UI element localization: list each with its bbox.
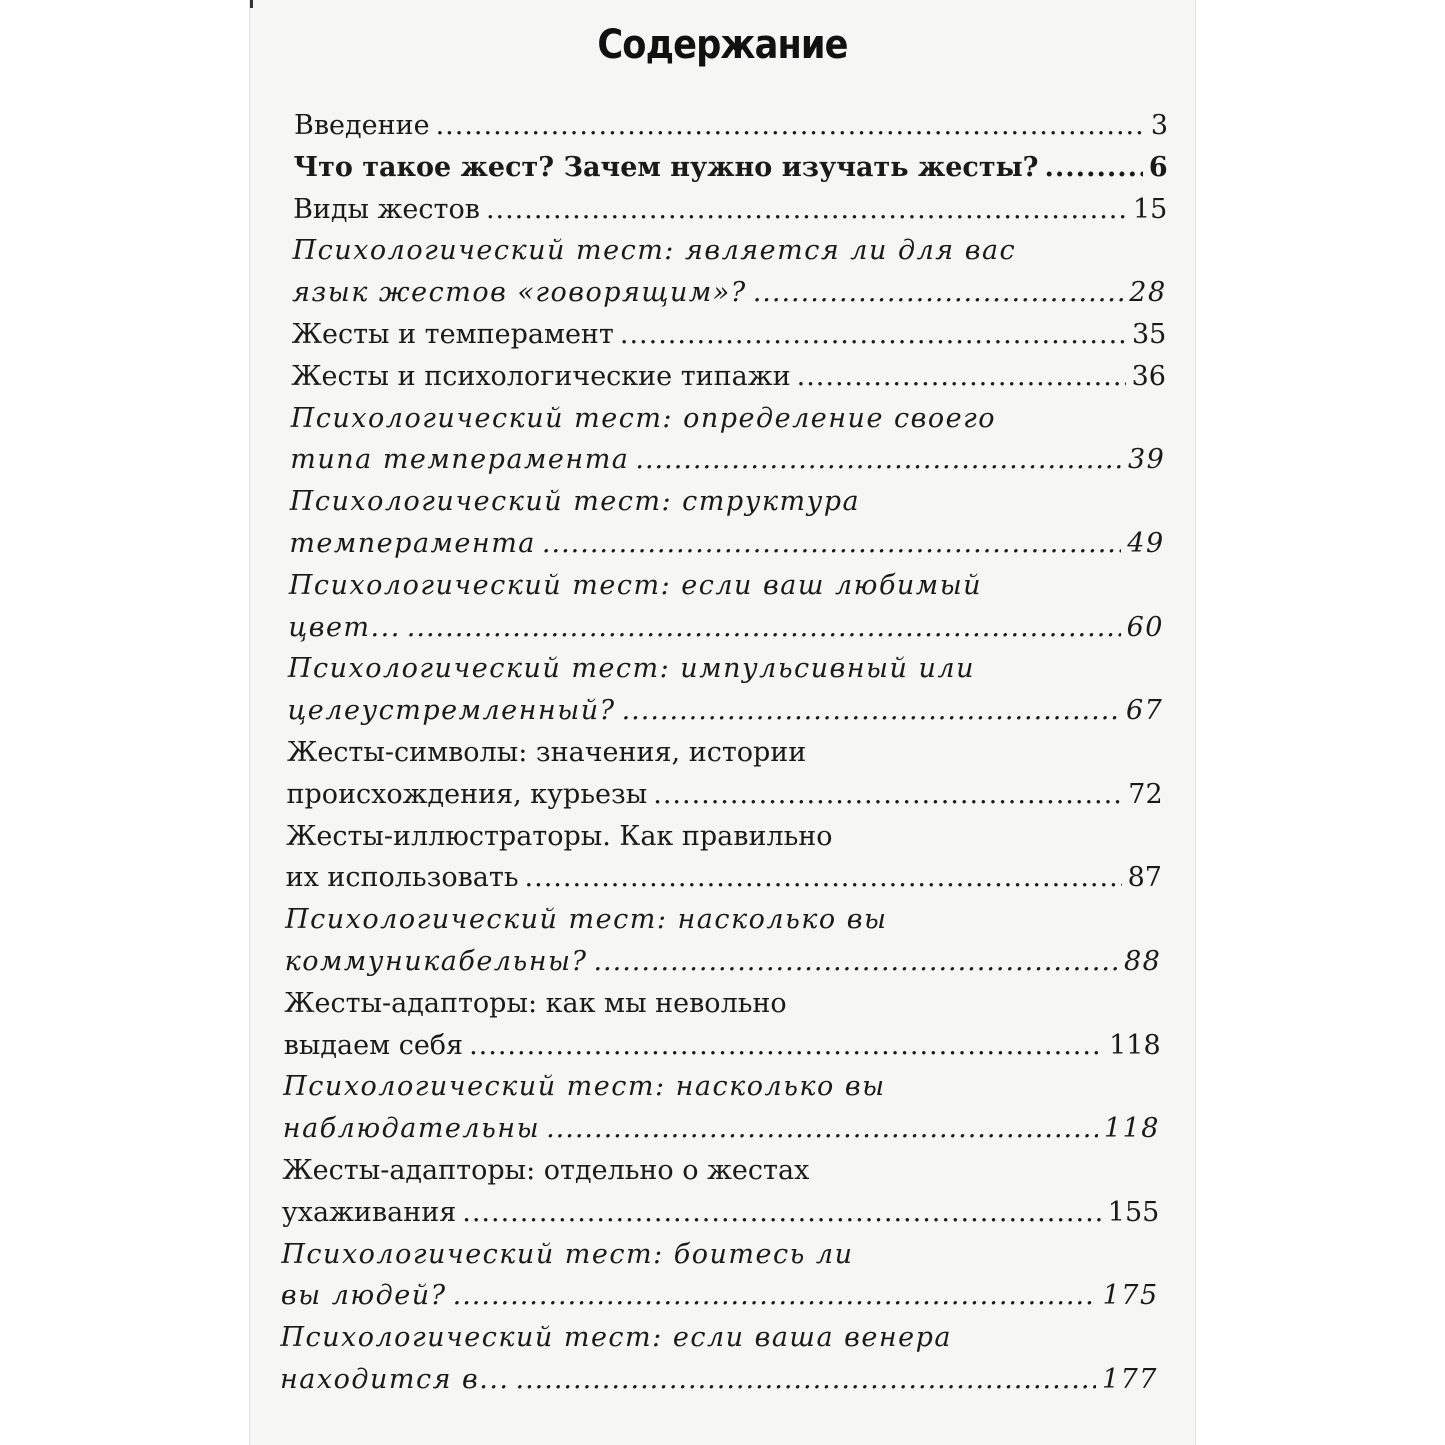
toc-entry-continued (292, 235, 1017, 267)
toc-page-number: 72 (1128, 778, 1163, 810)
toc-entry (280, 1366, 1158, 1393)
dot-leader (620, 321, 1126, 348)
toc-entry-title: темперамента (289, 528, 536, 559)
dot-leader (462, 1199, 1102, 1226)
dot-leader (653, 781, 1122, 808)
toc-page-number: 67 (1125, 695, 1164, 727)
toc-entry (283, 1029, 1161, 1061)
toc-entry-title: язык жестов «говорящим»? (292, 277, 747, 309)
dot-leader (622, 697, 1120, 724)
toc-entry (286, 778, 1163, 810)
toc-entry-title: Виды жестов (293, 193, 480, 225)
toc-entry-title: выдаем себя (283, 1029, 464, 1061)
toc-entry-continued (289, 486, 861, 518)
toc-entry-title: цвет... (288, 611, 401, 643)
toc-entry (285, 862, 1162, 894)
toc-page-number: 177 (1101, 1364, 1158, 1395)
toc-entry-title: типа темперамента (290, 444, 630, 476)
dot-leader (469, 1032, 1103, 1059)
toc-entry (281, 1196, 1160, 1228)
dot-leader (436, 112, 1145, 139)
toc-entry-title: находится в... (280, 1364, 510, 1395)
toc-entry-title: Жесты-адапторы: как мы невольно (284, 987, 787, 1019)
toc-entry-title: Введение (294, 110, 430, 141)
toc-entry (292, 277, 1167, 309)
toc-entry-continued (287, 739, 806, 766)
toc-entry-title: Жесты-символы: значения, истории (287, 737, 807, 768)
toc-entry (289, 530, 1164, 557)
dot-leader (797, 363, 1126, 390)
toc-entry-title: Психологический тест: структура (289, 486, 861, 518)
dot-leader (516, 1366, 1096, 1393)
toc-entry (293, 151, 1168, 183)
toc-entry-continued (284, 987, 787, 1019)
dot-leader (486, 196, 1127, 223)
toc-page-number: 88 (1123, 946, 1162, 977)
toc-entry-continued (281, 1238, 854, 1270)
toc-entry (291, 360, 1166, 392)
toc-entry (290, 444, 1166, 476)
toc-page-number: 60 (1126, 611, 1164, 643)
toc-entry-continued (290, 402, 996, 434)
toc-page-number: 6 (1148, 151, 1168, 183)
toc-page-number: 175 (1102, 1280, 1159, 1312)
toc-entry-title: Жесты и темперамент (291, 319, 614, 350)
toc-entry-title: Психологический тест: насколько вы (283, 1071, 886, 1103)
toc-page-number: 15 (1132, 193, 1168, 225)
toc-page-number: 155 (1107, 1196, 1160, 1228)
toc-entry-title: Психологический тест: является ли для вас (292, 235, 1017, 267)
dot-leader (453, 1282, 1097, 1309)
toc-entry (285, 948, 1162, 975)
toc-entry-continued (288, 569, 983, 601)
toc-entry-title: Психологический тест: если ваш любимый (288, 569, 983, 601)
toc-entry-title: ухаживания (281, 1196, 457, 1228)
toc-entry-continued (287, 653, 975, 685)
toc-page-number: 49 (1127, 528, 1165, 559)
toc-entry-continued (285, 904, 888, 936)
toc-entry (288, 611, 1164, 643)
toc-page-number: 118 (1109, 1029, 1161, 1061)
toc-entry-title: Жесты и психологические типажи (291, 360, 791, 392)
toc-entry-title: вы людей? (280, 1280, 447, 1312)
toc-entry-title: их использовать (285, 862, 519, 894)
toc-entry-title: целеустремленный? (287, 695, 616, 727)
page-edge-mark (250, 0, 253, 8)
toc-entry (282, 1113, 1160, 1145)
toc-entry-title: наблюдательны (282, 1113, 541, 1145)
toc-page-number: 39 (1127, 444, 1166, 476)
toc-entry-continued (283, 1071, 886, 1103)
book-page (250, 0, 1195, 1445)
toc-page-number: 118 (1103, 1113, 1160, 1145)
toc-page-number: 87 (1127, 862, 1162, 894)
toc-entry-title: Жесты-иллюстраторы. Как правильно (286, 820, 833, 852)
toc-entry-title: происхождения, курьезы (286, 778, 648, 810)
dot-leader (635, 446, 1122, 473)
toc-page-number: 28 (1129, 277, 1167, 309)
dot-leader (525, 864, 1122, 891)
toc-page-number: 3 (1150, 110, 1168, 141)
dot-leader (753, 279, 1124, 306)
dot-leader (407, 614, 1121, 641)
toc-entry (287, 695, 1164, 727)
toc-entry-continued (280, 1322, 953, 1354)
toc-entry-title: Психологический тест: если ваша венера (280, 1322, 953, 1354)
toc-entry-title: Что такое жест? Зачем нужно изучать жесты? (293, 151, 1039, 183)
toc-entry (293, 193, 1168, 225)
toc-entry (292, 321, 1167, 348)
dot-leader (593, 948, 1117, 975)
toc-entry (294, 112, 1168, 139)
page-title: Содержание (597, 22, 848, 68)
dot-leader (546, 1115, 1098, 1142)
toc-entry-title: Жесты-адапторы: отдельно о жестах (282, 1155, 810, 1186)
toc-entry-continued (282, 1157, 809, 1184)
toc-page-number: 35 (1131, 319, 1167, 350)
dot-leader (542, 530, 1121, 557)
dot-leader (1044, 154, 1142, 181)
toc-entry-title: Психологический тест: боитесь ли (281, 1238, 854, 1270)
toc-entry (280, 1280, 1159, 1312)
toc-entry-continued (286, 820, 833, 852)
toc-entry-title: Психологический тест: импульсивный или (287, 653, 975, 685)
toc-entry-title: коммуникабельны? (284, 946, 588, 977)
toc-page-number: 36 (1131, 360, 1166, 392)
toc-entry-title: Психологический тест: насколько вы (285, 904, 888, 936)
toc-entry-title: Психологический тест: определение своего (290, 402, 996, 434)
